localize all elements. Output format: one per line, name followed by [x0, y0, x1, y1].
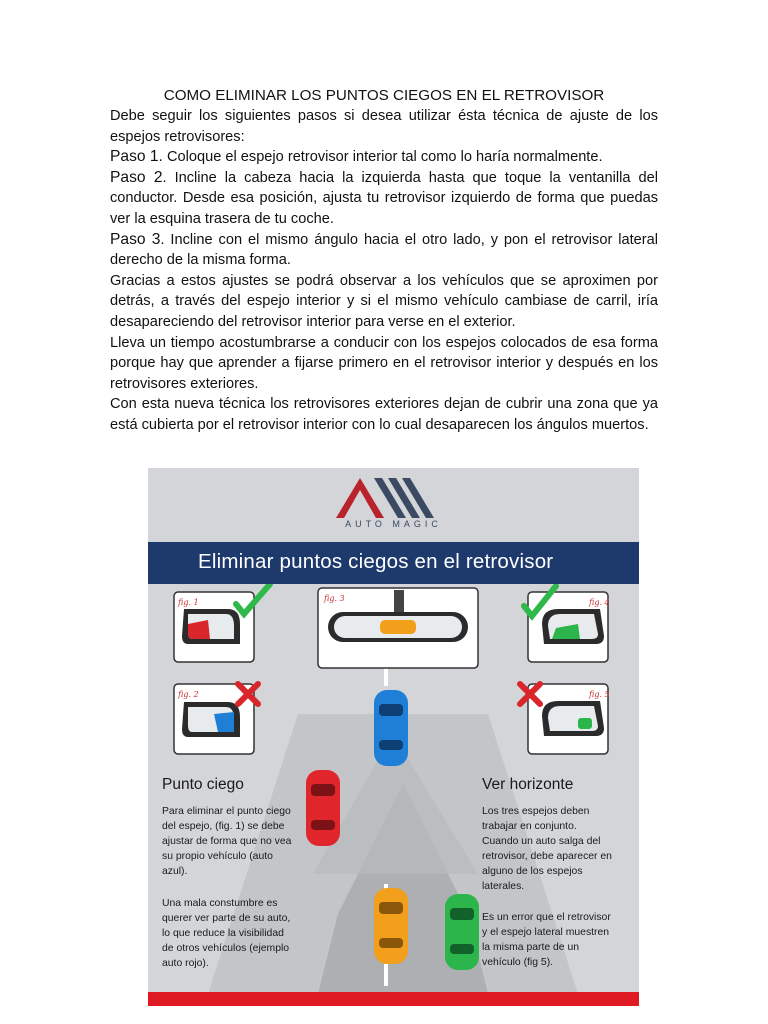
car-red [306, 770, 340, 846]
left-text-2: Una mala constumbre es querer ver parte de su auto, lo que reduce la visibilidad de otros vehículos (ejemplo auto rojo). [162, 898, 291, 969]
auto-magic-logo [148, 468, 639, 540]
step-1 [110, 147, 658, 168]
step-text: . Incline la cabeza hacia la izquierda hasta que toque la ventanilla del conductor. Desde esa posición, ajusta tu retrovisor izquierdo de forma que puedas ver la esquina trasera de tu coche. [110, 169, 658, 227]
left-heading: Punto ciego [162, 776, 244, 793]
step-text: . Incline con el mismo ángulo hacia el otro lado, y pon el retrovisor lateral derecho de la misma forma. [110, 231, 658, 269]
right-text-1: Los tres espejos deben trabajar en conjunto. Cuando un auto salga del retrovisor, debe aparecer en alguno de los espejos laterales. [482, 806, 612, 892]
logo-text: AUTO MAGIC [345, 519, 442, 529]
step-text: Coloque el espejo retrovisor interior tal como lo haría normalmente. [162, 149, 603, 166]
paragraph: Con esta nueva técnica los retrovisores exteriores dejan de cubrir una zona que ya está cubierta por el retrovisor interior con lo cual desaparecen los ángulos muertos. [110, 396, 658, 433]
paragraph: Lleva un tiempo acostumbrarse a conducir con los espejos colocados de esa forma porque hay que aprender a fijarse primero en el retrovisor interior y después en los retrovisores exteriores. [110, 334, 658, 392]
fig-label: fig. 4 [589, 598, 610, 607]
step-2 [110, 168, 658, 230]
right-text-2: Es un error que el retrovisor y el espejo lateral muestren la misma parte de un vehículo (fig 5). [482, 912, 611, 968]
lane-dash [384, 964, 388, 986]
fig-label: fig. 1 [178, 598, 199, 607]
banner-title: Eliminar puntos ciegos en el retrovisor [198, 550, 554, 573]
document [110, 86, 658, 436]
title-banner [148, 542, 639, 584]
car-green [445, 894, 479, 970]
paragraph: Gracias a estos ajustes se podrá observar a los vehículos que se aproximen por detrás, a través del espejo interior y si el mismo vehículo cambiase de carril, iría desapareciendo del retrovisor interior para verse en el exterior. [110, 272, 658, 330]
fig-label: fig. 2 [178, 690, 199, 699]
fig-label: fig. 3 [324, 594, 345, 603]
bottom-bar [148, 992, 639, 1006]
step-3 [110, 230, 658, 271]
intro-paragraph: Debe seguir los siguientes pasos si desea utilizar ésta técnica de ajuste de los espejos retrovisores: [110, 108, 658, 145]
infographic [148, 468, 639, 1006]
step-label: Paso 2 [110, 168, 163, 186]
car-blue [374, 690, 408, 766]
step-label: Paso 1. [110, 148, 163, 166]
document-title: COMO ELIMINAR LOS PUNTOS CIEGOS EN EL RETROVISOR [163, 87, 605, 104]
right-heading: Ver horizonte [482, 776, 574, 793]
fig-label: fig. 5 [589, 690, 610, 699]
left-text-1: Para eliminar el punto ciego del espejo, (fig. 1) se debe ajustar de forma que no vea su propio vehículo (auto azul). [162, 806, 292, 877]
step-label: Paso 3 [110, 230, 161, 248]
car-orange [374, 888, 408, 964]
